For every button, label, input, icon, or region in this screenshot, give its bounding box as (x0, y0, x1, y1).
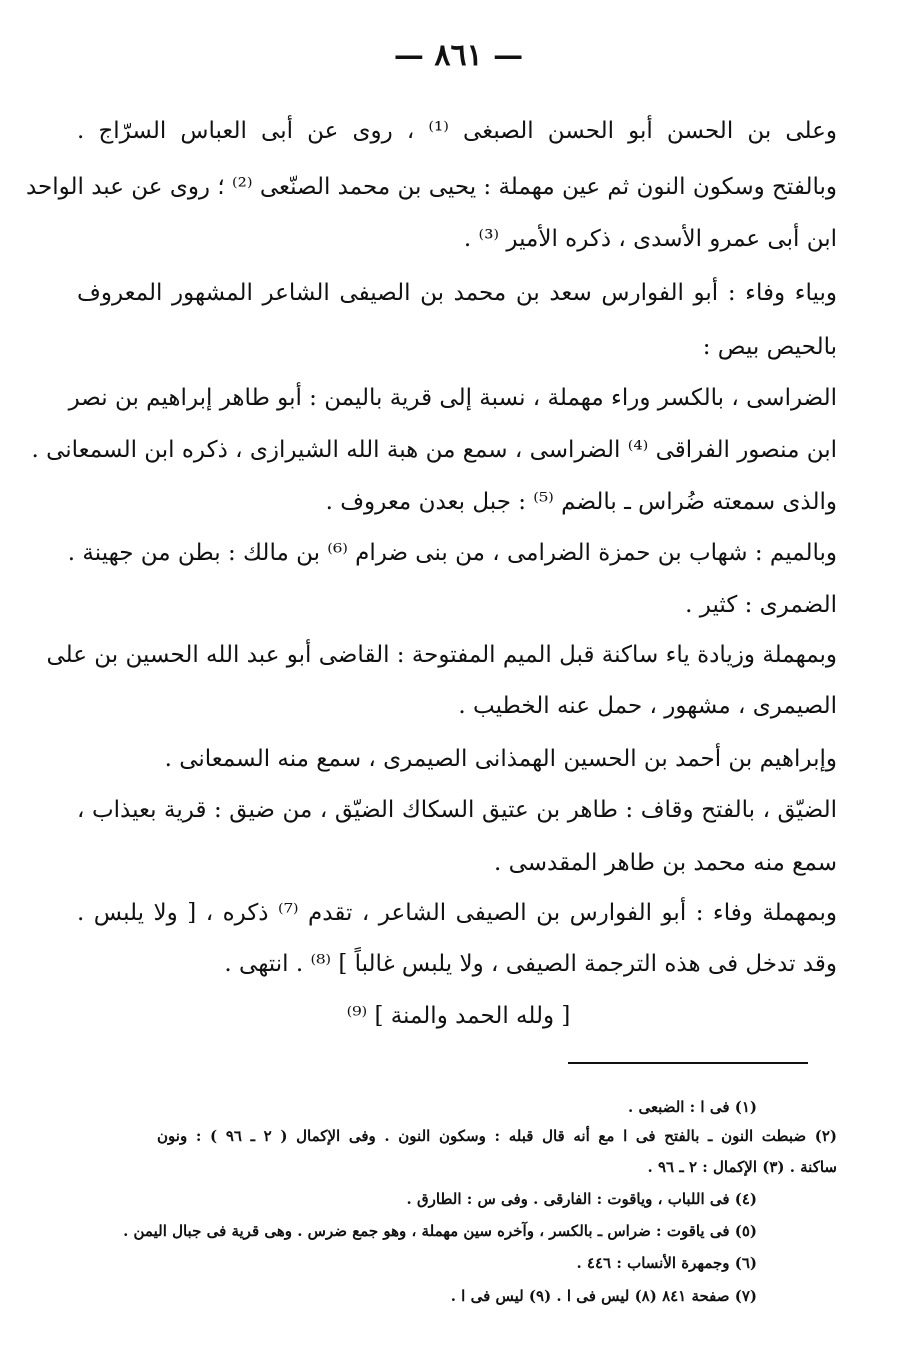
text-line-3: ابن أبى عمرو الأسدى ، ذكره الأمير ⁽³⁾ . (463, 226, 837, 252)
footnote-2: (٢) ضبطت النون ـ بالفتح فى ا مع أنه قال قبله : وسكون النون . وفى الإكمال ( ٢ ـ ٩٦ ) : ونون (157, 1127, 838, 1145)
text-line-2: وبالفتح وسكون النون ثم عين مهملة : يحيى بن محمد الصنّعى ⁽²⁾ ؛ روى عن عبد الواحد (25, 174, 837, 200)
footnote-2-cont: ساكنة . (٣) الإكمال : ٢ ـ ٩٦ . (647, 1158, 837, 1176)
text-line-14: الضيّق ، بالفتح وقاف : طاهر بن عتيق السكاك الضيّق ، من ضيق : قرية بعيذاب ، (77, 797, 837, 823)
footnote-6: (٦) وجمهرة الأنساب : ٤٤٦ . (576, 1254, 757, 1272)
text-line-10: الضمرى : كثير . (685, 592, 837, 618)
text-line-9: وبالميم : شهاب بن حمزة الضرامى ، من بنى ضرام ⁽⁶⁾ بن مالك : بطن من جهينة . (67, 540, 837, 566)
text-line-11: وبمهملة وزيادة ياء ساكنة قبل الميم المفتوحة : القاضى أبو عبد الله الحسين بن على (46, 642, 837, 668)
closing-line: [ ولله الحمد والمنة ] ⁽⁹⁾ (346, 1003, 571, 1029)
text-line-15: سمع منه محمد بن طاهر المقدسى . (493, 850, 837, 876)
footnote-1: (١) فى ا : الضبعى . (628, 1098, 757, 1116)
text-line-4: وبياء وفاء : أبو الفوارس سعد بن محمد بن الصيفى الشاعر المشهور المعروف (77, 280, 837, 306)
text-line-16: وبمهملة وفاء : أبو الفوارس بن الصيفى الشاعر ، تقدم ⁽⁷⁾ ذكره ، [ ولا يلبس . (77, 900, 837, 926)
text-line-8: والذى سمعته ضُراس ـ بالضم ⁽⁵⁾ : جبل بعدن معروف . (325, 489, 837, 515)
text-line-12: الصيمرى ، مشهور ، حمل عنه الخطيب . (458, 693, 837, 719)
footnote-7-9: (٧) صفحة ٨٤١ (٨) ليس فى ا . (٩) ليس فى ا . (450, 1287, 757, 1305)
footnote-5: (٥) فى ياقوت : ضراس ـ بالكسر ، وآخره سين مهملة ، وهو جمع ضرس . وهى قرية فى جبال اليمن . (123, 1222, 757, 1240)
text-line-1: وعلى بن الحسن أبو الحسن الصبغى ⁽¹⁾ ، روى عن أبى العباس السرّاج . (77, 118, 837, 144)
text-line-7: ابن منصور الفراقى ⁽⁴⁾ الضراسى ، سمع من هبة الله الشيرازى ، ذكره ابن السمعانى . (31, 437, 837, 463)
footnote-4: (٤) فى اللباب ، وياقوت : الفارقى . وفى س : الطارق . (406, 1190, 757, 1208)
text-line-5: بالحيص بيص : (702, 334, 837, 360)
text-line-17: وقد تدخل فى هذه الترجمة الصيفى ، ولا يلبس غالباً ] ⁽⁸⁾ . انتهى . (224, 951, 837, 977)
page-number: — ٨٦١ — (393, 38, 524, 73)
text-line-13: وإبراهيم بن أحمد بن الحسين الهمذانى الصيمرى ، سمع منه السمعانى . (164, 746, 837, 772)
footnote-divider (568, 1062, 808, 1064)
text-line-6: الضراسى ، بالكسر وراء مهملة ، نسبة إلى قرية باليمن : أبو طاهر إبراهيم بن نصر (68, 385, 837, 411)
